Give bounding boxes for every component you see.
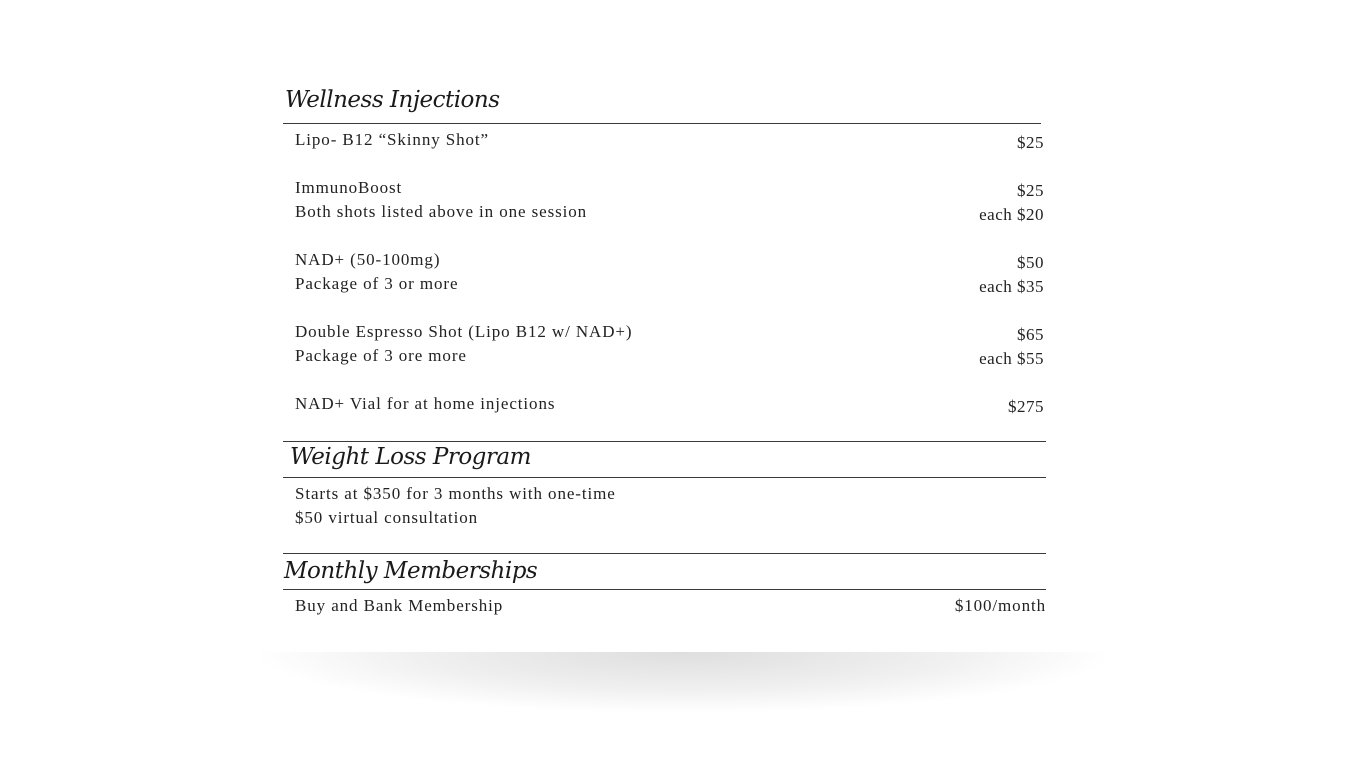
item-lipo-b12-name: Lipo- B12 “Skinny Shot” xyxy=(295,130,490,149)
weight-loss-line-1: Starts at $350 for 3 months with one-time xyxy=(295,484,616,503)
weight-loss-heading: Weight Loss Program xyxy=(290,444,531,470)
item-nad-package-price: each $35 xyxy=(979,277,1044,296)
item-both-shots-name: Both shots listed above in one session xyxy=(295,202,588,221)
memberships-bottom-divider xyxy=(283,589,1046,590)
memberships-top-divider xyxy=(283,553,1046,554)
item-nad-package-name: Package of 3 or more xyxy=(295,274,459,293)
item-double-espresso-name: Double Espresso Shot (Lipo B12 w/ NAD+) xyxy=(295,322,633,341)
item-immunoboost-price: $25 xyxy=(1017,181,1044,200)
item-nad-vial-name: NAD+ Vial for at home injections xyxy=(295,394,556,413)
wellness-heading-divider xyxy=(283,123,1041,124)
wellness-injections-heading: Wellness Injections xyxy=(285,87,500,113)
item-immunoboost-name: ImmunoBoost xyxy=(295,178,403,197)
item-double-espresso-price: $65 xyxy=(1017,325,1044,344)
weight-loss-top-divider xyxy=(283,441,1046,442)
memberships-heading: Monthly Memberships xyxy=(284,558,538,584)
weight-loss-bottom-divider xyxy=(283,477,1046,478)
item-lipo-b12-price: $25 xyxy=(1017,133,1044,152)
item-buy-bank-name: Buy and Bank Membership xyxy=(295,596,504,615)
item-nad-price: $50 xyxy=(1017,253,1044,272)
item-buy-bank-price: $100/month xyxy=(954,596,1046,615)
weight-loss-line-2: $50 virtual consultation xyxy=(295,508,479,527)
item-espresso-package-price: each $55 xyxy=(979,349,1044,368)
item-both-shots-price: each $20 xyxy=(979,205,1044,224)
item-espresso-package-name: Package of 3 ore more xyxy=(295,346,467,365)
item-nad-name: NAD+ (50-100mg) xyxy=(295,250,441,269)
card-shadow xyxy=(260,652,1106,712)
item-nad-vial-price: $275 xyxy=(1008,397,1044,416)
